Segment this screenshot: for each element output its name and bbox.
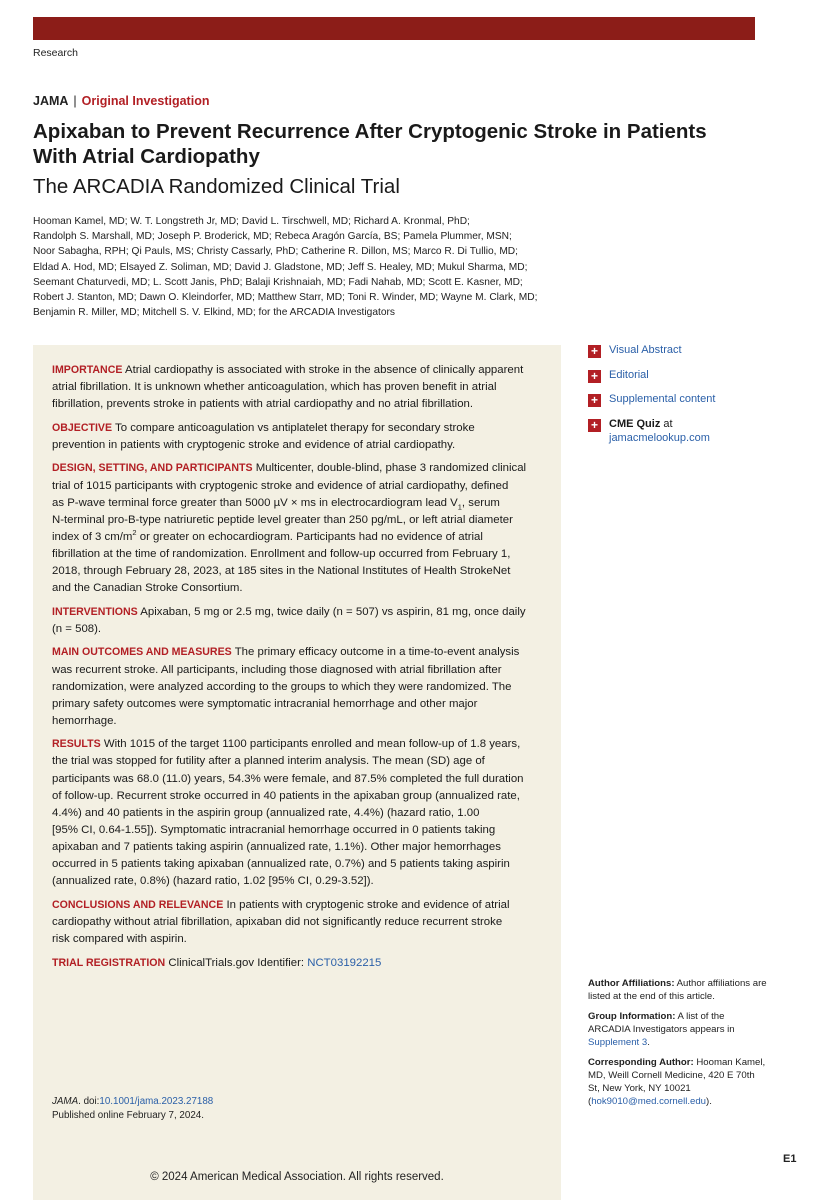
conclusions-text: cardiopathy without atrial fibrillation, apixaban did not significantly reduce recurrent stroke — [52, 915, 503, 928]
journal-name: JAMA — [33, 94, 69, 108]
conclusions-text: In patients with cryptogenic stroke and evidence of atrial — [226, 898, 510, 911]
outcomes-heading: MAIN OUTCOMES AND MEASURES — [52, 646, 232, 659]
importance-text: Atrial cardiopathy is associated with stroke in the absence of clinically apparent — [124, 364, 524, 376]
design-text: trial of 1015 participants with cryptogenic stroke and evidence of atrial cardiopathy, defined — [52, 479, 509, 492]
results-text: the trial was stopped for futility after a planned interim analysis. The mean (SD) age of — [52, 755, 485, 768]
author-line: Noor Sabagha, RPH; Qi Pauls, MS; Christy Cassarly, PhD; Catherine R. Dillon, MS; Marco R. Di Tullio, MD; — [33, 246, 518, 258]
meta-journal: JAMA — [52, 1096, 79, 1107]
affiliations-text: Author affiliations are listed at the end of this article. — [588, 978, 767, 1002]
abstract-conclusions — [52, 897, 547, 948]
group-information — [588, 1010, 768, 1049]
article-title — [33, 119, 773, 169]
sidebar-item-cme-quiz[interactable] — [588, 417, 788, 442]
article-type: Original Investigation — [81, 94, 210, 108]
plus-icon: + — [588, 345, 601, 358]
registration-text: ClinicalTrials.gov Identifier: — [168, 956, 308, 969]
meta-doi-prefix: . doi: — [78, 1096, 100, 1107]
sidebar-links — [588, 343, 788, 444]
sidebar-item-visual-abstract[interactable] — [588, 343, 788, 368]
results-heading: RESULTS — [52, 738, 101, 751]
results-text: [95% CI, 0.64-1.55]). Symptomatic intracranial hemorrhage occurred in 0 patients taking — [52, 823, 496, 836]
author-line: Robert J. Stanton, MD; Dawn O. Kleindorfer, MD; Matthew Starr, MD; Toni R. Winder, MD; Wayne M. Clark, MD; — [33, 292, 538, 304]
cme-link[interactable]: jamacmelookup.com — [609, 431, 710, 444]
outcomes-text: primary safety outcomes were symptomatic intracranial hemorrhage and other major — [52, 697, 478, 710]
author-line: Benjamin R. Miller, MD; Mitchell S. V. Elkind, MD; for the ARCADIA Investigators — [33, 307, 395, 319]
published-date: Published online February 7, 2024. — [52, 1110, 204, 1121]
results-text: With 1015 of the target 1100 participants enrolled and mean follow-up of 1.8 years, — [103, 738, 521, 751]
author-line: Hooman Kamel, MD; W. T. Longstreth Jr, MD; David L. Tirschwell, MD; Richard A. Kronmal, PhD; — [33, 216, 470, 227]
interventions-text: Apixaban, 5 mg or 2.5 mg, twice daily (n = 507) vs aspirin, 81 mg, once daily — [140, 605, 526, 618]
author-line: Randolph S. Marshall, MD; Joseph P. Broderick, MD; Rebeca Aragón García, BS; Pamela Plummer, MSN; — [33, 231, 512, 243]
importance-text: fibrillation, prevents stroke in patients with atrial cardiopathy and no atrial fibrillation. — [52, 398, 474, 411]
design-subscript: 1 — [457, 501, 462, 511]
results-text: 4.4%) and 40 patients in the aspirin group (annualized rate, 4.4%) (hazard ratio, 1.00 — [52, 806, 480, 819]
objective-heading: OBJECTIVE — [52, 421, 113, 434]
outcomes-text: randomization, were analyzed according to the groups to which they were randomized. The — [52, 680, 512, 693]
abstract-objective — [52, 420, 547, 454]
objective-text: prevention in patients with cryptogenic stroke and evidence of atrial cardiopathy. — [52, 438, 456, 451]
article-subtitle: The ARCADIA Randomized Clinical Trial — [33, 175, 400, 198]
abstract-outcomes — [52, 644, 547, 729]
design-heading: DESIGN, SETTING, AND PARTICIPANTS — [52, 462, 253, 475]
doi-link[interactable]: 10.1001/jama.2023.27188 — [99, 1096, 214, 1107]
results-text: (annualized rate, 0.8%) (hazard ratio, 1.02 [95% CI, 0.29-3.52]). — [52, 875, 374, 888]
affiliations-heading: Author Affiliations: — [588, 978, 675, 989]
abstract-box — [33, 345, 561, 1200]
author-list — [33, 214, 593, 320]
outcomes-text: was recurrent stroke. All participants, including those diagnosed with atrial fibrillation after — [52, 663, 502, 676]
results-text: participants was 68.0 (11.0) years, 54.3% were female, and 87.5% completed the full duration — [52, 772, 524, 785]
author-line: Eldad A. Hod, MD; Elsayed Z. Soliman, MD; David J. Gladstone, MD; Jeff S. Healey, MD; Mukul Sharma, MD; — [33, 261, 528, 273]
interventions-heading: INTERVENTIONS — [52, 605, 138, 618]
design-text: Multicenter, double-blind, phase 3 randomized clinical — [255, 462, 527, 475]
group-end: . — [647, 1037, 650, 1048]
design-text: fibrillation at the time of randomization. Enrollment and follow-up occurred from February 1, — [52, 547, 511, 560]
outcomes-text: The primary efficacy outcome in a time-to-event analysis — [234, 646, 520, 659]
sidebar-item-editorial[interactable] — [588, 368, 788, 393]
journal-line — [33, 94, 209, 108]
email-link[interactable]: hok9010@med.cornell.edu — [591, 1096, 707, 1107]
corresponding-author — [588, 1056, 768, 1108]
copyright: © 2024 American Medical Association. All rights reserved. — [150, 1171, 444, 1183]
design-text: and the Canadian Stroke Consortium. — [52, 582, 243, 595]
plus-icon: + — [588, 394, 601, 407]
design-superscript: 2 — [132, 528, 137, 538]
importance-heading: IMPORTANCE — [52, 364, 123, 376]
sidebar-item-supplemental[interactable] — [588, 392, 788, 417]
plus-icon: + — [588, 419, 601, 432]
cme-label: CME Quiz — [609, 417, 661, 430]
objective-text: To compare anticoagulation vs antiplatelet therapy for secondary stroke — [115, 421, 475, 434]
author-affiliations — [588, 977, 768, 1003]
design-text: , serum — [461, 496, 500, 509]
abstract-registration — [52, 955, 547, 972]
abstract-results — [52, 736, 547, 890]
design-text: 2018, through February 28, 2023, at 185 sites in the National Institutes of Health StrokeNet — [52, 565, 511, 578]
citation-meta — [52, 1095, 213, 1123]
author-line: Seemant Chaturvedi, MD; L. Scott Janis, PhD; Balaji Krishnaiah, MD; Fadi Nahab, MD; Scott E. Kasner, MD; — [33, 276, 523, 288]
corresponding-text: Hooman Kamel, MD, Weill Cornell Medicine, 420 E 70th St, New York, NY 10021 ( — [588, 1057, 766, 1107]
abstract-content — [52, 362, 547, 978]
results-text: occurred in 5 patients taking apixaban (annualized rate, 0.7%) and 5 patients taking aspirin — [52, 858, 510, 871]
corresponding-heading: Corresponding Author: — [588, 1057, 694, 1068]
design-text: as P-wave terminal force greater than 5000 µV × ms in electrocardiogram lead V — [52, 496, 458, 509]
cme-at: at — [660, 417, 673, 430]
conclusions-heading: CONCLUSIONS AND RELEVANCE — [52, 898, 224, 911]
design-text: N-terminal pro-B-type natriuretic peptide level greater than 250 pg/mL, or left atrial diameter — [52, 513, 513, 526]
sidebar-item-label[interactable]: Visual Abstract — [609, 344, 682, 356]
conclusions-text: risk compared with aspirin. — [52, 932, 187, 945]
design-text: or greater on echocardiogram. Participants had no evidence of atrial — [136, 530, 483, 543]
registration-link[interactable]: NCT03192215 — [307, 956, 382, 969]
results-text: of follow-up. Recurrent stroke occurred in 40 patients in the apixaban group (annualized rate, — [52, 789, 520, 802]
page-number: E1 — [783, 1153, 797, 1165]
title-line-2: With Atrial Cardiopathy — [33, 145, 260, 168]
importance-text: atrial fibrillation. It is unknown whether anticoagulation, which has proven benefit in atrial — [52, 381, 497, 394]
interventions-text: (n = 508). — [52, 622, 102, 635]
header-bar — [33, 17, 755, 40]
supplement-link[interactable]: Supplement 3 — [588, 1037, 648, 1048]
outcomes-text: hemorrhage. — [52, 714, 117, 727]
title-line-1: Apixaban to Prevent Recurrence After Cryptogenic Stroke in Patients — [33, 120, 707, 143]
abstract-interventions — [52, 604, 547, 638]
section-label: Research — [33, 47, 78, 59]
sidebar-item-label[interactable]: Editorial — [609, 368, 649, 381]
group-heading: Group Information: — [588, 1011, 676, 1022]
author-info — [588, 977, 768, 1115]
abstract-design — [52, 460, 547, 597]
design-text: index of 3 cm/m — [52, 530, 133, 543]
results-text: apixaban and 7 patients taking aspirin (annualized rate, 1.1%). Other major hemorrhages — [52, 840, 501, 853]
group-text: A list of the ARCADIA Investigators appears in — [588, 1011, 735, 1035]
journal-separator: | — [73, 94, 77, 108]
plus-icon: + — [588, 370, 601, 383]
abstract-importance — [52, 362, 547, 413]
registration-heading: TRIAL REGISTRATION — [52, 956, 166, 969]
sidebar-item-label[interactable]: Supplemental content — [609, 393, 716, 405]
corresponding-end: ). — [706, 1096, 712, 1107]
